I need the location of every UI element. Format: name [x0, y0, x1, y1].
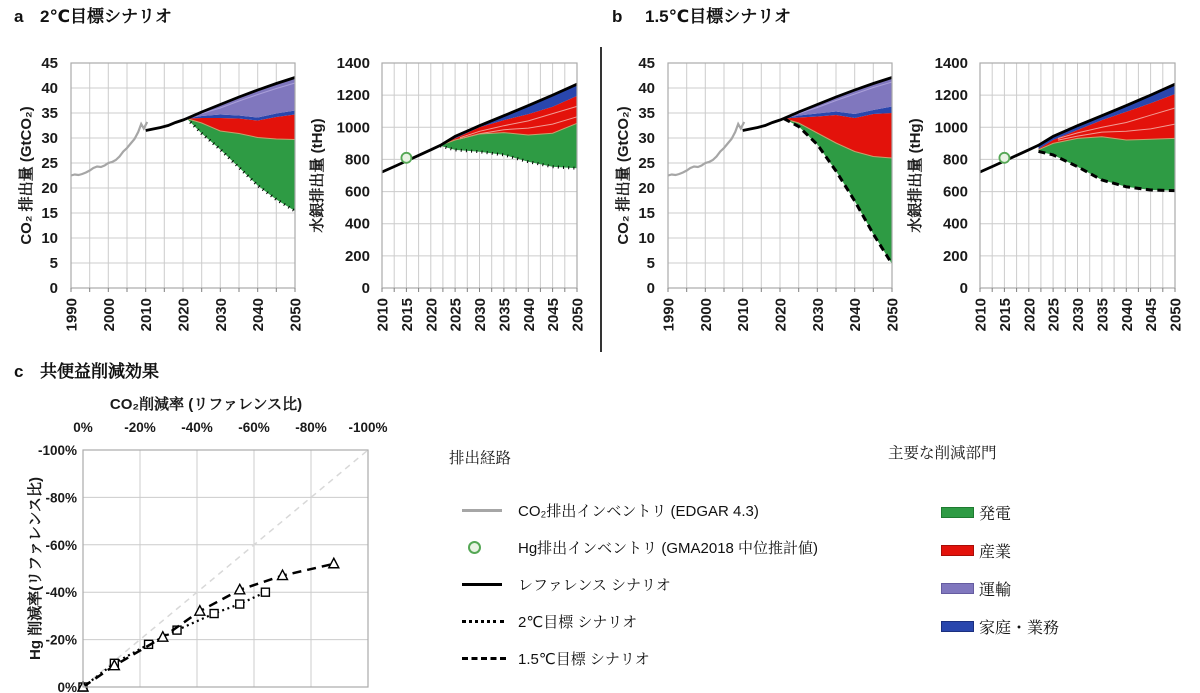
y-tick-label: 0 [959, 280, 968, 297]
y-tick-label: -60% [45, 537, 77, 553]
x-tick-label: 2010 [138, 298, 156, 332]
y-tick-label: 30 [638, 130, 655, 147]
legend-item [449, 640, 879, 677]
circle-green-icon [468, 541, 481, 554]
y-tick-label: 600 [942, 183, 968, 201]
x-tick-label: 0% [73, 420, 93, 435]
y-tick-label: 35 [41, 105, 58, 122]
y-tick-label: -80% [45, 490, 77, 506]
x-tick-label: 2010 [374, 298, 392, 332]
circle-green-swatch [462, 541, 506, 554]
y-tick-label: -100% [37, 443, 77, 458]
x-tick-label: -60% [238, 420, 270, 435]
y-tick-label: 15 [638, 205, 655, 222]
x-tick-label: 2050 [569, 298, 587, 332]
legend-item [449, 603, 879, 640]
x-tick-label: 2040 [1118, 298, 1136, 332]
x-tick-label: 1990 [660, 298, 678, 332]
legend-item [941, 531, 1188, 569]
a-co2-chart [17, 55, 305, 331]
x-tick-label: 2010 [972, 298, 990, 332]
y-tick-label: 35 [638, 105, 655, 122]
x-tick-label: -40% [181, 420, 213, 435]
y-tick-label: 40 [41, 80, 58, 97]
series-2deg-marker [210, 610, 218, 618]
x-tick-label: 2040 [520, 298, 538, 332]
x-tick-label: 2020 [1021, 298, 1039, 332]
x-tick-label: -20% [124, 420, 156, 435]
hg-inventory-point [999, 153, 1009, 163]
legend-pathways-items [449, 492, 879, 677]
y-tick-label: 1400 [934, 55, 968, 72]
x-tick-label: 2030 [212, 298, 230, 332]
b-co2-y-axis-label: CO₂ 排出量 (GtCO₂) [615, 106, 632, 245]
panel-b-letter: b [612, 7, 623, 26]
y-tick-label: 0 [646, 280, 655, 297]
line-dotted-icon [462, 620, 504, 623]
y-tick-label: 0 [361, 280, 370, 297]
x-tick-label: 2020 [772, 298, 790, 332]
legend-sectors-header: 主要な削減部門 [888, 445, 997, 462]
legend-item-label: 産業 [979, 543, 1012, 561]
y-tick-label: 1000 [336, 119, 370, 137]
x-tick-label: 2025 [1045, 298, 1063, 332]
blue-swatch-icon [941, 621, 974, 632]
x-tick-label: 2015 [398, 298, 416, 332]
series-2deg-marker [261, 588, 269, 596]
y-tick-label: -40% [45, 585, 77, 601]
line-gray-icon [462, 509, 502, 512]
y-tick-label: 1200 [934, 87, 968, 105]
x-tick-label: 2000 [100, 298, 118, 332]
y-tick-label: 5 [646, 255, 655, 272]
y-tick-label: 45 [41, 55, 58, 72]
y-tick-label: 5 [49, 255, 58, 272]
co2-inventory-line [668, 122, 744, 176]
x-tick-label: 2035 [1094, 298, 1112, 332]
y-tick-label: 0% [57, 680, 77, 693]
legend-sectors-items [888, 493, 1188, 645]
legend-pathways [449, 446, 879, 677]
legend-item-label: CO₂排出インベントリ (EDGAR 4.3) [518, 503, 759, 520]
legend-item [941, 493, 1188, 531]
line-dotted-swatch [462, 620, 506, 623]
c-cobenefit-y-axis-label: Hg 削減率(リファレンス比) [27, 476, 44, 661]
legend-item-label: 2℃目標 シナリオ [518, 614, 638, 631]
legend-item-label: 家庭・業務 [979, 619, 1060, 637]
line-dashed-icon [462, 657, 506, 660]
y-tick-label: 25 [638, 155, 655, 172]
legend-item [449, 566, 879, 603]
y-tick-label: 200 [942, 247, 968, 265]
a-co2-y-axis-label: CO₂ 排出量 (GtCO₂) [18, 106, 35, 245]
hg-inventory-point [401, 153, 411, 163]
x-tick-label: -100% [348, 420, 388, 435]
y-tick-label: 800 [942, 151, 968, 169]
panel-c-letter: c [14, 362, 24, 381]
legend-item [449, 492, 879, 529]
y-tick-label: 1400 [336, 55, 370, 72]
c-cobenefit-chart [26, 395, 388, 693]
a-hg-y-axis-label: 水銀排出量 (tHg) [309, 118, 326, 233]
series-15deg-marker [329, 558, 339, 568]
y-tick-label: 25 [41, 155, 58, 172]
panel-c-title [14, 362, 159, 382]
line-black-icon [462, 583, 502, 586]
y-tick-label: 30 [41, 130, 58, 147]
x-tick-label: 2020 [423, 298, 441, 332]
c-cobenefit-x-axis-label: CO₂削減率 (リファレンス比) [109, 396, 303, 413]
y-tick-label: 1000 [934, 119, 968, 137]
y-tick-label: -20% [45, 632, 77, 648]
x-tick-label: 2050 [287, 298, 305, 332]
a-hg-chart [308, 55, 587, 331]
x-tick-label: 1990 [63, 298, 81, 332]
x-tick-label: 2045 [545, 298, 563, 332]
y-tick-label: 0 [49, 280, 58, 297]
y-tick-label: 400 [942, 215, 968, 233]
y-tick-label: 800 [344, 151, 370, 169]
legend-item-label: レファレンス シナリオ [518, 577, 671, 594]
x-tick-label: 2050 [1167, 298, 1185, 332]
legend-item-label: 1.5℃目標 シナリオ [518, 651, 650, 668]
line-black-swatch [462, 583, 506, 586]
y-tick-label: 200 [344, 247, 370, 265]
purple-swatch-icon [941, 583, 974, 594]
legend-item-label: 運輸 [979, 581, 1012, 599]
panel-a-title-text: 2℃目標シナリオ [40, 7, 172, 26]
y-tick-label: 600 [344, 183, 370, 201]
green-swatch-icon [941, 507, 974, 518]
b-hg-y-axis-label: 水銀排出量 (tHg) [907, 118, 924, 233]
series-2deg-marker [236, 600, 244, 608]
x-tick-label: 2045 [1143, 298, 1161, 332]
panel-a-title [14, 7, 172, 27]
panel-b-title [612, 7, 791, 27]
red-swatch-icon [941, 545, 974, 556]
x-tick-label: -80% [295, 420, 327, 435]
line-gray-swatch [462, 509, 506, 512]
x-tick-label: 2025 [447, 298, 465, 332]
panel-a-letter: a [14, 7, 24, 26]
legend-pathways-header: 排出経路 [449, 450, 512, 467]
x-tick-label: 2015 [996, 298, 1014, 332]
b-hg-chart [906, 55, 1185, 331]
b-co2-chart [614, 55, 902, 331]
x-tick-label: 2030 [809, 298, 827, 332]
x-tick-label: 2035 [496, 298, 514, 332]
y-tick-label: 20 [41, 180, 58, 197]
x-tick-label: 2040 [250, 298, 268, 332]
legend-item [941, 569, 1188, 607]
x-tick-label: 2030 [1070, 298, 1087, 332]
line-dashed-swatch [462, 657, 506, 660]
legend-item [941, 607, 1188, 645]
y-tick-label: 10 [41, 230, 58, 247]
y-tick-label: 400 [344, 215, 370, 233]
identity-line [83, 450, 368, 687]
y-tick-label: 20 [638, 180, 655, 197]
co2-inventory-line [71, 122, 147, 176]
panel-b-title-text: 1.5℃目標シナリオ [645, 7, 792, 26]
x-tick-label: 2050 [884, 298, 902, 332]
x-tick-label: 2040 [847, 298, 865, 332]
x-tick-label: 2030 [472, 298, 489, 332]
y-tick-label: 45 [638, 55, 655, 72]
y-tick-label: 1200 [336, 87, 370, 105]
legend-item [449, 529, 879, 566]
x-tick-label: 2010 [735, 298, 753, 332]
x-tick-label: 2000 [697, 298, 715, 332]
y-tick-label: 15 [41, 205, 58, 222]
legend-sectors [888, 441, 1188, 645]
y-tick-label: 10 [638, 230, 655, 247]
panel-c-title-text: 共便益削減効果 [40, 362, 159, 381]
series-15deg-marker [158, 632, 168, 642]
x-tick-label: 2020 [175, 298, 193, 332]
series-15deg-line [83, 564, 334, 687]
legend-item-label: Hg排出インベントリ (GMA2018 中位推計値) [518, 540, 819, 557]
legend-item-label: 発電 [979, 505, 1012, 523]
y-tick-label: 40 [638, 80, 655, 97]
